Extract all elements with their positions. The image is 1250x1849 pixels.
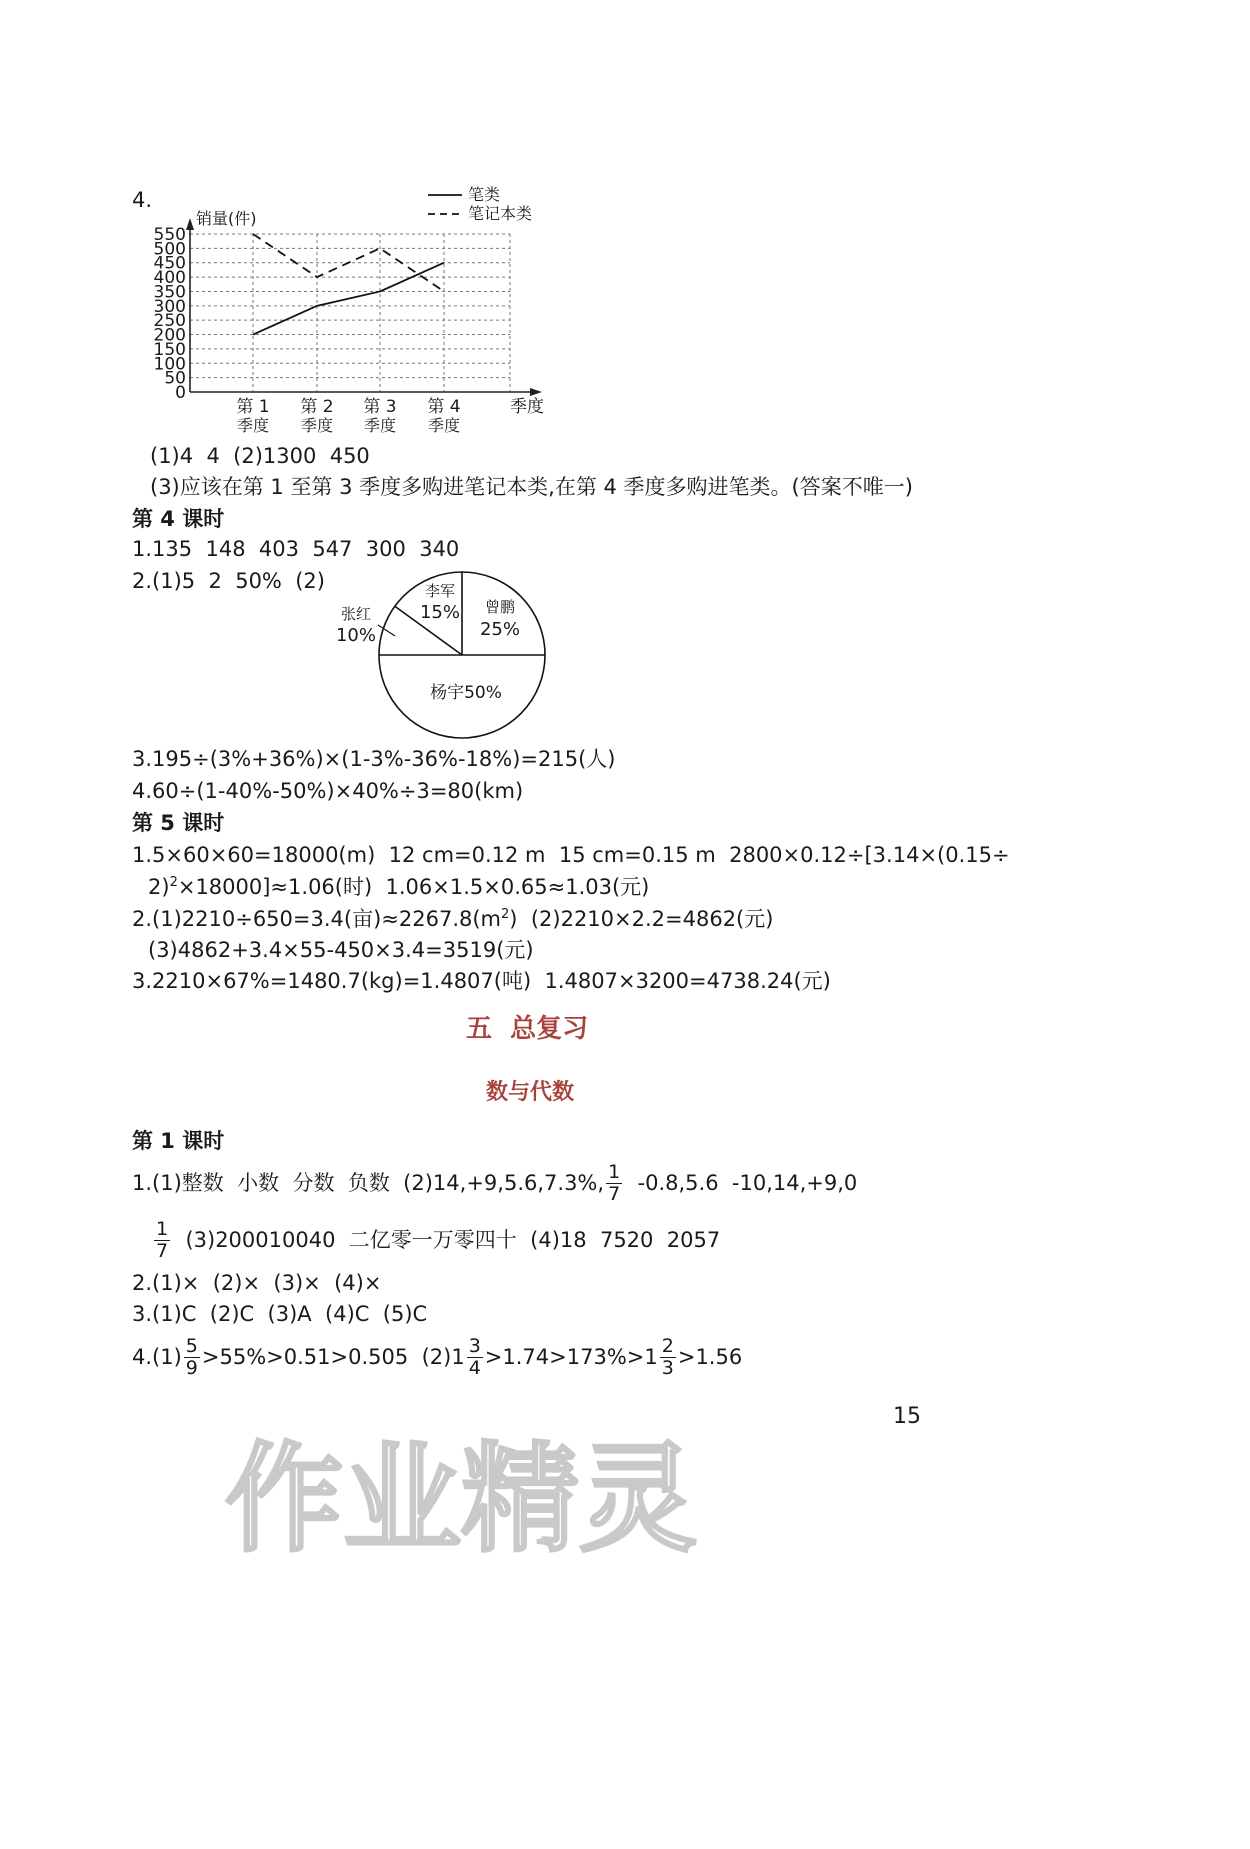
y-tick-label: 550 <box>153 225 186 245</box>
lesson-5-q1b: 2)$^2$×18000]≈1.06(时) 1.06×1.5×0.65≈1.03(元) <box>148 875 650 899</box>
x-axis-label: 季度 <box>510 397 544 417</box>
y-axis-label: 销量(件) <box>196 209 257 228</box>
y-tick-label: 350 <box>153 282 186 303</box>
review-1-title: 第 1 课时 <box>132 1129 225 1153</box>
pie-leader-line <box>378 625 395 636</box>
y-tick-label: 100 <box>153 354 186 375</box>
review-1-q4: 4.(1) $\frac{5}{9}$ >55%>0.51>0.505 (2)1 $\frac{3}{4}$ >1.74>173%>1 $\frac{2}{3}$ >1.56 <box>132 1335 743 1379</box>
lesson-4-q1: 1.135 148 403 547 300 340 <box>132 537 460 561</box>
lesson-5-q3: 3.2210×67%=1480.7(kg)=1.4807(吨) 1.4807×3200=4738.24(元) <box>132 969 831 993</box>
lesson-4-q3: 3.195÷(3%+36%)×(1-3%-36%-18%)=215(人) <box>132 747 616 771</box>
x-tick-label: 季度 <box>363 416 397 435</box>
lesson-4-q2: 2.(1)5 2 50% (2) <box>132 569 325 593</box>
x-tick-label: 季度 <box>300 416 334 435</box>
review-1-q2: 2.(1)× (2)× (3)× (4)× <box>132 1271 382 1295</box>
pie-label-name: 张红 <box>340 605 372 623</box>
y-tick-label: 250 <box>153 311 186 332</box>
fraction-one-seventh: $\frac{1}{7}$ <box>608 1161 621 1205</box>
legend-label: 笔记本类 <box>468 204 533 223</box>
y-tick-label: 0 <box>175 383 186 403</box>
lesson-5-q2a: 2.(1)2210÷650=3.4(亩)$\approx 2267.8(m^2)$ (2)2210×2.2=4862(元) <box>132 907 774 931</box>
pie-label-value: 10% <box>335 625 377 646</box>
review-1-q1a: 1.(1)整数 小数 分数 负数 (2)14,+9,5.6,7.3%, $\frac{1}{7}$ -0.8,5.6 -10,14,+9,0 <box>132 1161 858 1205</box>
lesson-4-title: 第 4 课时 <box>132 507 225 531</box>
review-1-q1b: $\frac{1}{7}$ (3)200010040 二亿零一万零四十 (4)18 7520 2057 <box>156 1218 721 1262</box>
y-tick-label: 450 <box>153 253 186 274</box>
pie-label-value: 杨宇50% <box>430 683 502 703</box>
lesson-4-q4: 4.60÷(1-40%-50%)×40%÷3=80(km) <box>132 779 524 803</box>
lesson-5-q2b: (3)4862+3.4×55-450×3.4=3519(元) <box>148 938 534 962</box>
pie-label-name: 曾鹏 <box>484 598 516 616</box>
x-tick-label: 季度 <box>236 416 270 435</box>
pie-chart <box>0 0 1250 760</box>
y-tick-label: 150 <box>153 339 186 360</box>
chapter-subtitle: 数与代数 <box>486 1080 575 1105</box>
y-tick-label: 200 <box>153 325 186 346</box>
x-tick-label: 季度 <box>427 416 461 435</box>
problem-4-answer-3: (3)应该在第 1 至第 3 季度多购进笔记本类,在第 4 季度多购进笔类。(答案不唯一) <box>150 475 913 499</box>
x-tick-label: 第 2 <box>300 397 334 417</box>
pie-label-name: 李军 <box>424 582 456 600</box>
legend-label: 笔类 <box>468 185 501 204</box>
x-tick-label: 第 1 <box>236 397 270 417</box>
review-1-q3: 3.(1)C (2)C (3)A (4)C (5)C <box>132 1302 428 1326</box>
fraction-one-seventh-2: $\frac{1}{7}$ <box>156 1218 169 1262</box>
watermark-text: 作业精灵 <box>225 1430 698 1568</box>
x-tick-label: 第 3 <box>363 397 397 417</box>
x-tick-label: 第 4 <box>427 397 461 417</box>
chapter-title: 五 总复习 <box>466 1014 589 1044</box>
lesson-5-title: 第 5 课时 <box>132 811 225 835</box>
problem-4-answer-1: (1)4 4 (2)1300 450 <box>150 444 370 468</box>
y-tick-label: 500 <box>153 239 186 260</box>
page-number: 15 <box>893 1404 921 1429</box>
pie-label-value: 25% <box>479 619 521 640</box>
y-tick-label: 300 <box>153 296 186 317</box>
pie-label-value: 15% <box>419 602 461 623</box>
problem-4-number: 4. <box>132 188 153 212</box>
y-tick-label: 400 <box>153 268 186 289</box>
y-tick-label: 50 <box>164 368 186 389</box>
lesson-5-q1a: 1.5×60×60=18000(m) 12 cm=0.12 m 15 cm=0.15 m 2800×0.12÷[3.14×(0.15÷ <box>132 843 1010 867</box>
